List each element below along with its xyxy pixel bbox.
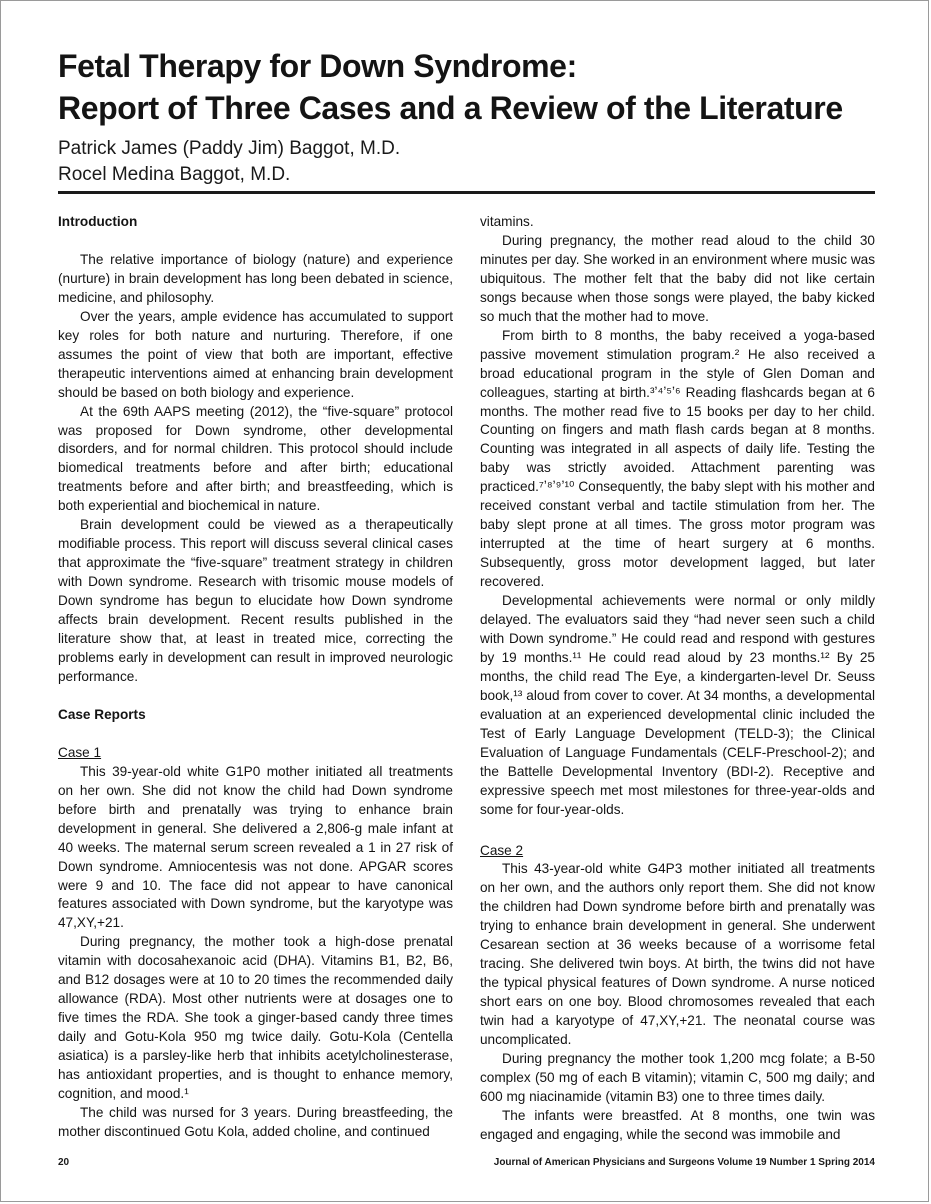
paragraph: During pregnancy, the mother read aloud to the child 30 minutes per day. She worked in an environment where music was ubiquitous. The mother felt that the baby did not like certain songs because when those songs were played, the baby kicked so much that the mother had to move.	[480, 232, 875, 324]
page-number: 20	[58, 1157, 70, 1168]
title-line-1: Fetal Therapy for Down Syndrome:	[58, 48, 577, 84]
paragraph-continued: vitamins.	[480, 214, 534, 229]
subheading-case-2: Case 2	[480, 842, 524, 858]
section-heading-case-reports: Case Reports	[58, 706, 146, 722]
paragraph: At the 69th AAPS meeting (2012), the “five-square” protocol was proposed for Down syndrome, other developmental disorders, and for normal children. This protocol should include biomedical treatments before and after birth; educational treatments before and after birth; and breastfeeding, which is both experiential and biochemical in nature.	[58, 403, 453, 514]
section-heading-introduction: Introduction	[58, 214, 138, 229]
paragraph: During pregnancy the mother took 1,200 mcg folate; a B-50 complex (50 mg of each B vitamin); vitamin C, 500 mg daily; and 600 mg niacinamide (vitamin B3) one to three times daily.	[480, 1050, 875, 1104]
right-column	[480, 213, 875, 1145]
title-line-2: Report of Three Cases and a Review of the Literature	[58, 90, 843, 126]
paragraph: The infants were breastfed. At 8 months, one twin was engaged and engaging, while the second was immobile and	[480, 1107, 875, 1142]
subheading-case-1: Case 1	[58, 744, 102, 760]
author-2: Rocel Medina Baggot, M.D.	[58, 164, 291, 185]
paragraph: During pregnancy, the mother took a high-dose prenatal vitamin with docosahexanoic acid (DHA). Vitamins B1, B2, B6, and B12 dosages were at 10 to 20 times the recommended daily allowance (RDA). Most other nutrients were at dosages one to five times the RDA. She took a ginger-based candy three times daily and Gotu-Kola 950 mg twice daily. Gotu-Kola (Centella asiatica) is a parsley-like herb that inhibits acetylcholinesterase, has antioxidant properties, and is thought to enhance memory, cognition, and mood.¹	[58, 934, 453, 1101]
left-column	[58, 213, 453, 1142]
author-list	[58, 136, 400, 188]
paragraph: This 39-year-old white G1P0 mother initiated all treatments on her own. She did not know the child had Down syndrome before birth and prenatally was trying to enhance brain development in general. She delivered a 2,806-g male infant at 40 weeks. The maternal serum screen revealed a 1 in 27 risk of Down syndrome. Amniocentesis was not done. APGAR scores were 9 and 10. The face did not appear to have canonical features associated with Down syndrome, but the karyotype was 47,XY,+21.	[58, 763, 453, 931]
paragraph: Developmental achievements were normal or only mildly delayed. The evaluators said they “had never seen such a child with Down syndrome.” He could read and respond with gestures by 19 months.¹¹ He could read aloud by 23 months.¹² By 25 months, the child read The Eye, a kindergarten-level Dr. Seuss book,¹³ aloud from cover to cover. At 34 months, a developmental evaluation at an experienced developmental clinic included the Test of Early Language Development (TELD-3); the Clinical Evaluation of Language Fundamentals (CELF-Preschool-2); and the Battelle Developmental Inventory (BDI-2). Receptive and expressive speech met most milestones for three-year-olds and some for four-year-olds.	[480, 593, 875, 817]
paragraph: This 43-year-old white G4P3 mother initiated all treatments on her own, and the authors only report them. She did not know the children had Down syndrome before birth and prenatally was trying to enhance brain development in general. She underwent Cesarean section at 36 weeks because of a worrisome fetal tracing. She delivered twin boys. At birth, the twins did not have the typical physical features of Down syndrome. A nurse noticed short ears on one boy. Blood chromosomes revealed that each twin had a karyotype of 47,XY,+21. The neonatal course was uncomplicated.	[480, 861, 875, 1048]
title-divider	[58, 191, 875, 194]
paragraph: From birth to 8 months, the baby received a yoga-based passive movement stimulation program.² He also received a broad educational program in the style of Glen Doman and colleagues, starting at birth.³ʼ⁴ʼ⁵ʼ⁶ Reading flashcards began at 6 months. The mother read five to 15 books per day to her child. Counting on fingers and math flash cards began at 8 months. Counting was integrated in all aspects of daily life. Testing the baby was strictly avoided. Attachment parenting was practiced.⁷ʼ⁸ʼ⁹ʼ¹⁰ Consequently, the baby slept with his mother and received constant verbal and tactile stimulation from her. The baby slept prone at all times. The gross motor program was interrupted at the time of heart surgery at 6 months. Subsequently, gross motor development lagged, but later recovered.	[480, 327, 875, 590]
journal-footer: Journal of American Physicians and Surgeons Volume 19 Number 1 Spring 2014	[493, 1157, 875, 1168]
author-1: Patrick James (Paddy Jim) Baggot, M.D.	[58, 138, 401, 159]
paragraph: The child was nursed for 3 years. During breastfeeding, the mother discontinued Gotu Kola, added choline, and continued	[58, 1104, 453, 1139]
paragraph: Brain development could be viewed as a therapeutically modifiable process. This report will discuss several clinical cases that approximate the “five-square” treatment strategy in children with Down syndrome. Research with trisomic mouse models of Down syndrome has begun to elucidate how Down syndrome affects brain development. Recent results published in the literature show that, at least in treated mice, correcting the problems early in development can result in improved neurologic performance.	[58, 517, 453, 684]
paragraph: Over the years, ample evidence has accumulated to support key roles for both nature and nurturing. Therefore, if one assumes the point of view that both are important, effective therapeutic interventions aimed at enhancing brain development should be based on both biology and experience.	[58, 308, 453, 400]
article-title	[58, 45, 843, 129]
paragraph: The relative importance of biology (nature) and experience (nurture) in brain development has long been debated in science, medicine, and philosophy.	[58, 251, 453, 305]
